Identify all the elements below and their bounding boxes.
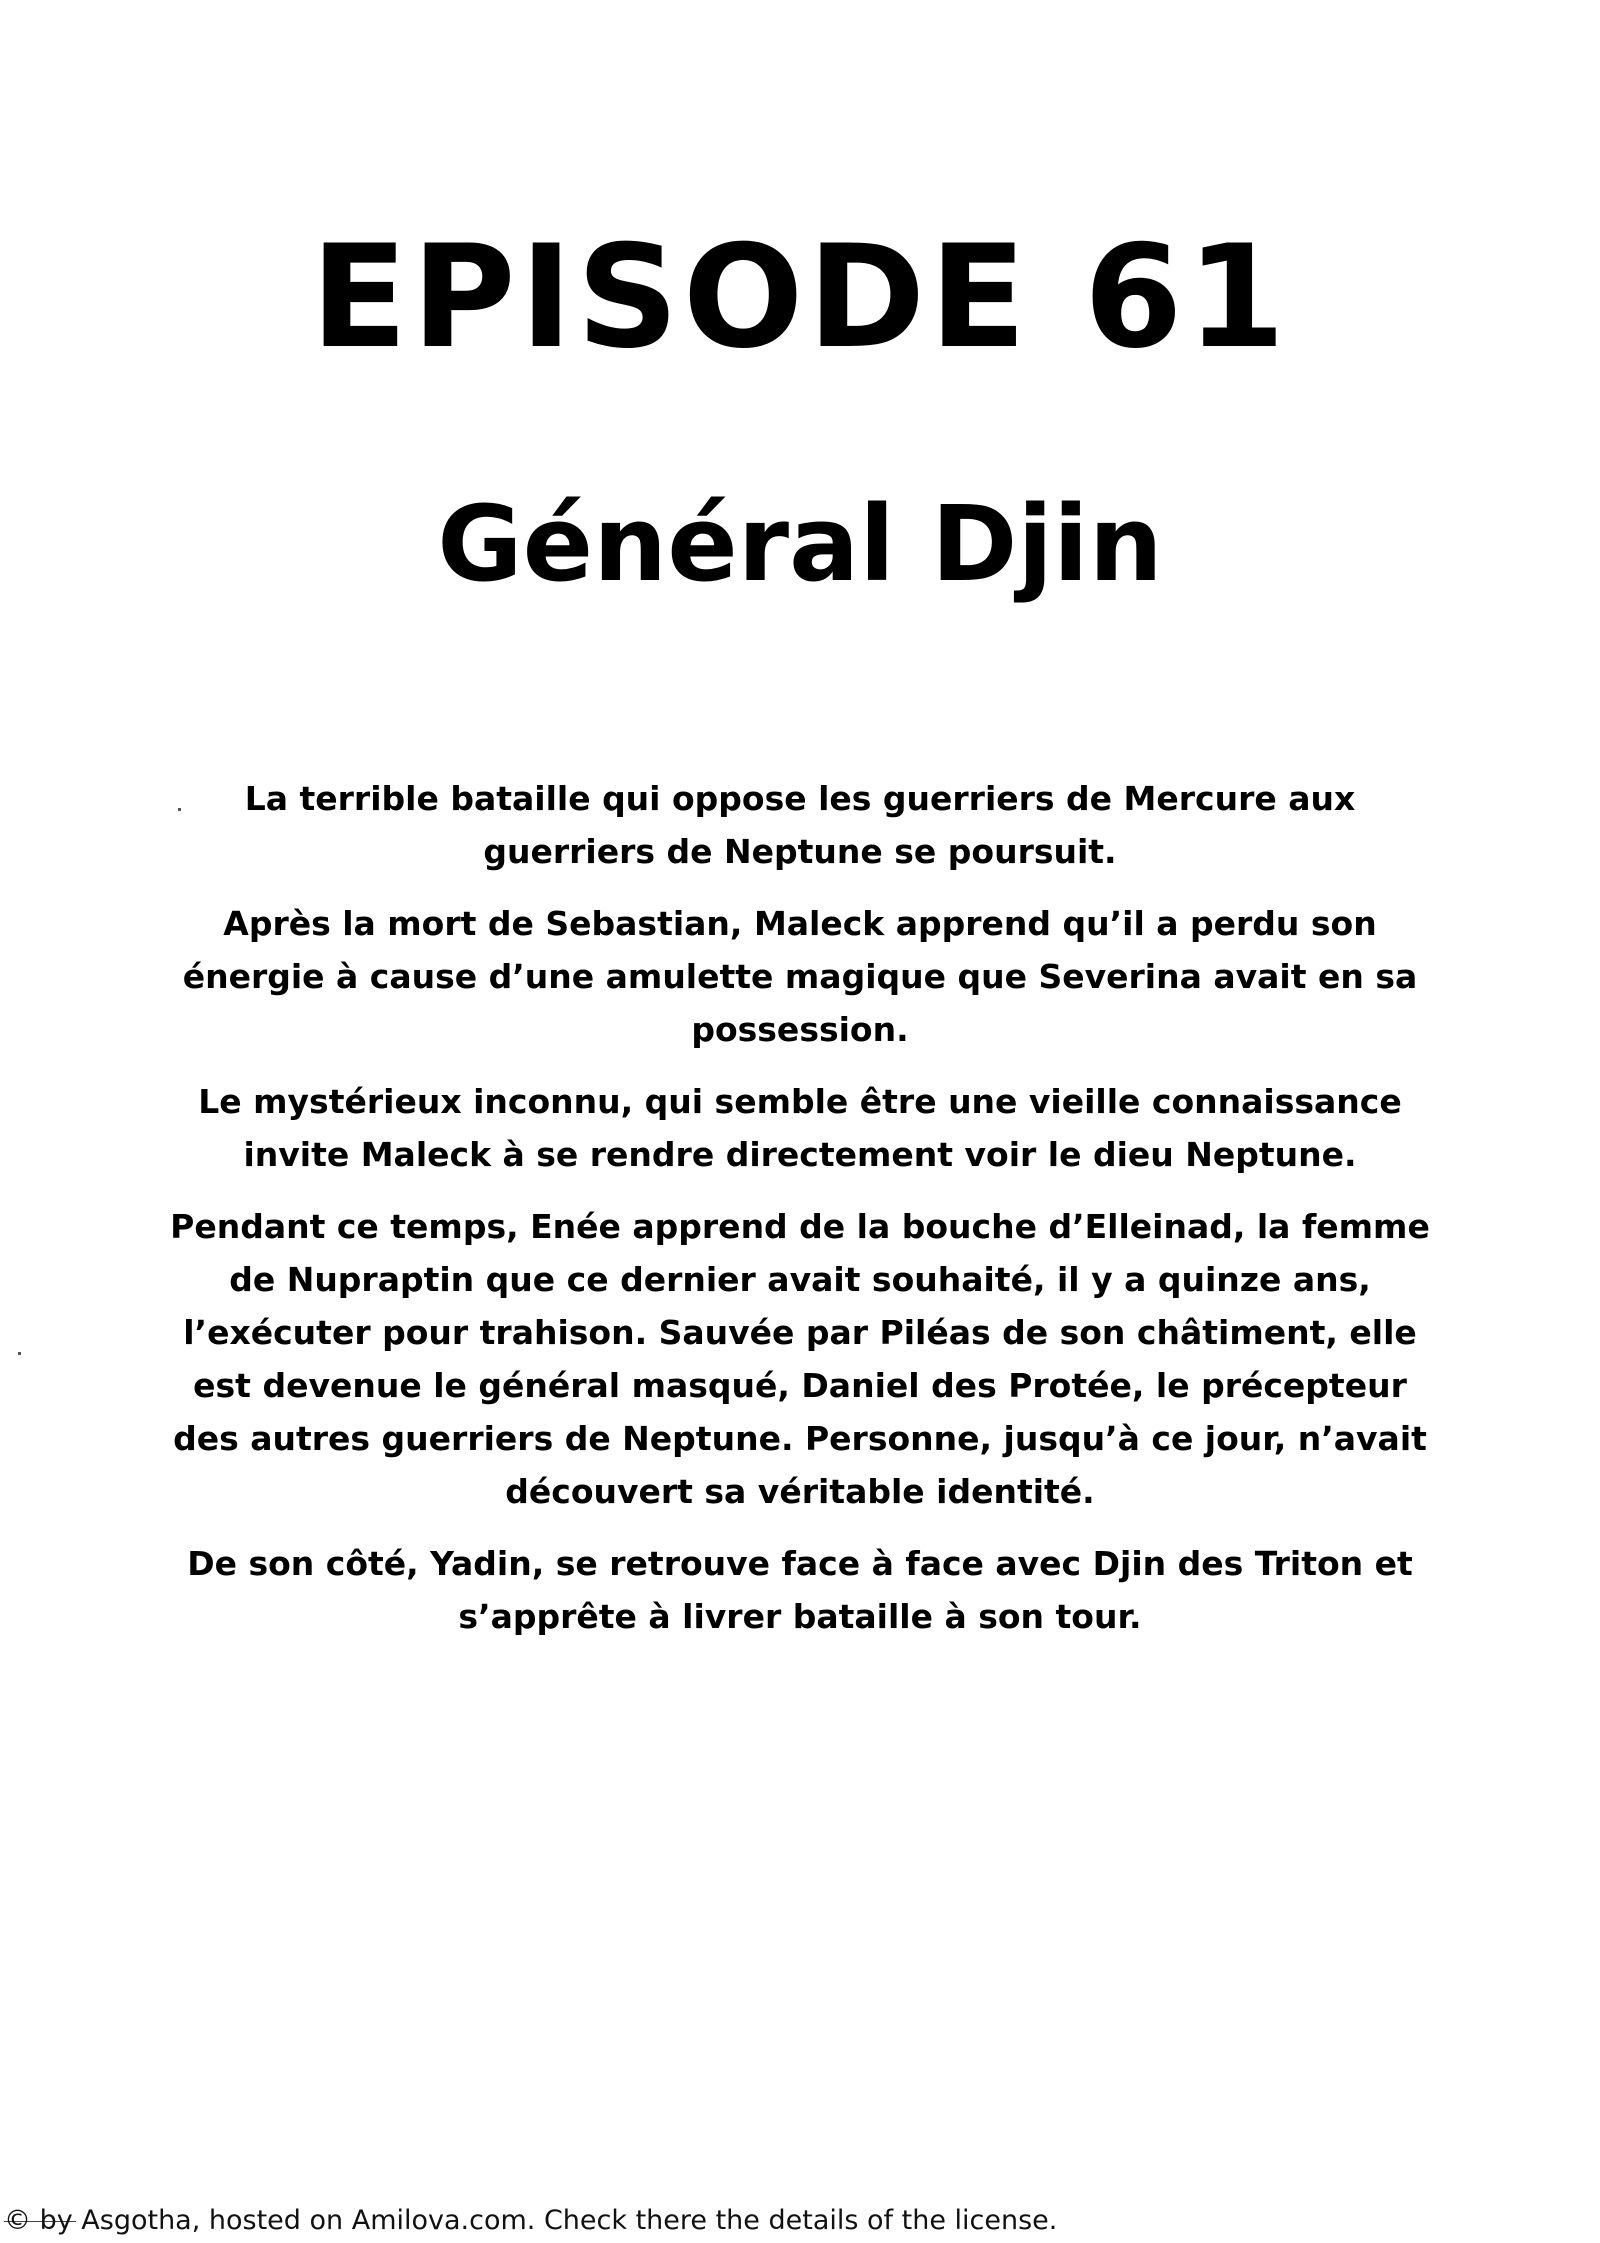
- summary-paragraph: Après la mort de Sebastian, Maleck apprend qu’il a perdu son énergie à cause d’une amulette magique que Severina avait en sa possession.: [182, 904, 1418, 1049]
- episode-summary: [160, 772, 1440, 1662]
- summary-paragraph: Le mystérieux inconnu, qui semble être une vieille connaissance invite Maleck à se rendre directement voir le dieu Neptune.: [198, 1082, 1402, 1174]
- summary-paragraph: La terrible bataille qui oppose les guerriers de Mercure aux guerriers de Neptune se poursuit.: [244, 779, 1356, 871]
- license-notice: © by Asgotha, hosted on Amilova.com. Check there the details of the license.: [4, 2205, 1058, 2236]
- episode-title: EPISODE 61: [310, 215, 1290, 380]
- episode-subtitle: Général Djin: [437, 483, 1163, 605]
- summary-paragraph: De son côté, Yadin, se retrouve face à face avec Djin des Triton et s’apprête à livrer bataille à son tour.: [187, 1544, 1413, 1636]
- scan-speck: [18, 1352, 21, 1355]
- summary-paragraph: Pendant ce temps, Enée apprend de la bouche d’Elleinad, la femme de Nupraptin que ce dernier avait souhaité, il y a quinze ans, l’exécuter pour trahison. Sauvée par Piléas de son châtiment, elle est devenue le général masqué, Daniel des Protée, le précepteur des autres guerriers de Neptune. Personne, jusqu’à ce jour, n’avait découvert sa véritable identité.: [170, 1207, 1430, 1511]
- scan-speck: [178, 808, 181, 811]
